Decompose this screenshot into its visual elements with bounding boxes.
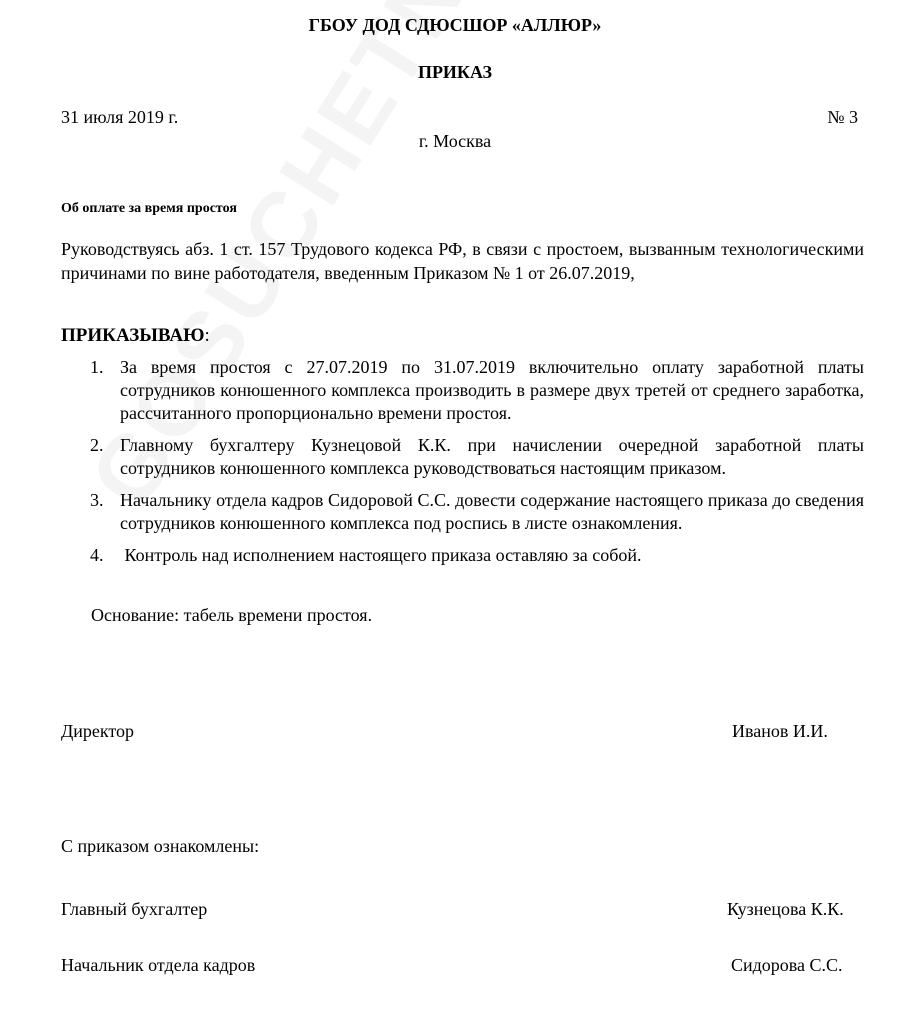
- order-item-text: Контроль над исполнением настоящего приказа оставляю за собой.: [120, 545, 642, 565]
- signer-role: Главный бухгалтер: [61, 899, 208, 919]
- order-item-number: 4.: [90, 545, 104, 565]
- director-name: Иванов И.И.: [732, 721, 828, 741]
- order-item: [90, 434, 864, 480]
- signer-role: Начальник отдела кадров: [61, 955, 256, 975]
- order-word: ПРИКАЗЫВАЮ: [61, 325, 205, 346]
- order-item-text: Начальнику отдела кадров Сидоровой С.С. довести содержание настоящего приказа до сведения сотрудников конюшенного комплекса под роспись в листе ознакомления.: [120, 490, 864, 533]
- signer-name: Сидорова С.С.: [731, 955, 843, 975]
- order-colon: :: [204, 325, 210, 346]
- order-city: г. Москва: [418, 131, 492, 151]
- order-item-text: За время простоя с 27.07.2019 по 31.07.2019 включительно оплату заработной платы сотрудников конюшенного комплекса производить в размере двух третей от среднего заработка, рассчитанного пропорционально времени простоя.: [120, 357, 864, 423]
- order-date: 31 июля 2019 г.: [61, 107, 179, 127]
- order-basis: Основание: табель времени простоя.: [91, 605, 373, 625]
- order-item-number: 3.: [90, 490, 104, 510]
- order-item: [90, 489, 864, 535]
- order-item-text: Главному бухгалтеру Кузнецовой К.К. при начислении очередной заработной платы сотрудников конюшенного комплекса руководствоваться настоящим приказом.: [120, 435, 864, 478]
- order-item: [90, 356, 864, 425]
- organization-name: ГБОУ ДОД СДЮСШОР «АЛЛЮР»: [308, 15, 602, 35]
- order-item: [90, 544, 864, 567]
- order-items-list: [90, 356, 864, 576]
- preamble-paragraph: Руководствуясь абз. 1 ст. 157 Трудового кодекса РФ, в связи с простоем, вызванным технологическими причинами по вине работодателя, введенным Приказом № 1 от 26.07.2019,: [61, 239, 864, 283]
- document-title: ПРИКАЗ: [417, 62, 493, 82]
- acknowledgement-heading: С приказом ознакомлены:: [61, 836, 260, 856]
- director-role: Директор: [61, 721, 135, 741]
- order-item-number: 2.: [90, 435, 104, 455]
- order-subject: Об оплате за время простоя: [61, 201, 237, 216]
- order-number: № 3: [827, 107, 858, 127]
- signer-name: Кузнецова К.К.: [727, 899, 844, 919]
- order-item-number: 1.: [90, 357, 104, 377]
- order-heading: [61, 325, 210, 347]
